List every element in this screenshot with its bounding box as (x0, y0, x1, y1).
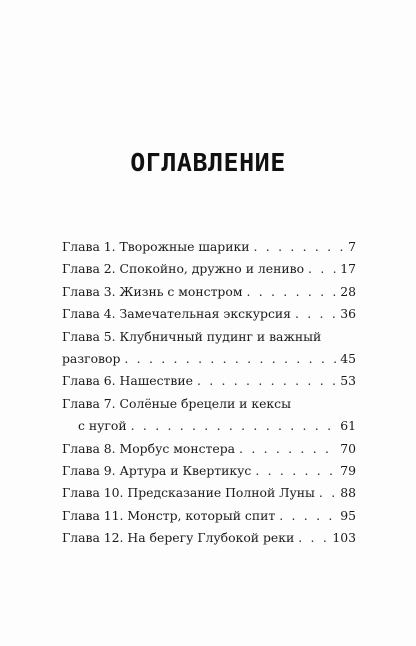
toc-leader (124, 348, 336, 370)
toc-page: 7 (348, 239, 356, 254)
toc-page: 28 (340, 283, 356, 299)
toc-title: Глава 7. Солёные брецели и кексы (62, 395, 291, 411)
toc-page: 70 (340, 440, 356, 456)
toc-title: Глава 5. Клубничный пудинг и важный (62, 328, 322, 344)
toc-entry-9[interactable] (62, 460, 356, 482)
toc-page: 36 (340, 306, 356, 322)
toc-page: 53 (340, 373, 356, 389)
toc-entry-3[interactable] (62, 281, 356, 303)
toc-leader (279, 505, 336, 527)
toc-leader (319, 482, 336, 504)
toc-title: Глава 1. Творожные шарики (62, 239, 250, 254)
toc-title: Глава 12. На берегу Глубокой реки (62, 530, 295, 546)
toc-leader (131, 415, 337, 437)
toc-leader (254, 236, 345, 258)
toc-title: Глава 8. Морбус монстера (62, 440, 236, 456)
toc-title: Глава 10. Предсказание Полной Луны (62, 485, 315, 501)
toc-leader (255, 460, 336, 482)
page-title: ОГЛАВЛЕНИЕ (130, 148, 286, 177)
toc-title: Глава 9. Артура и Квертикус (62, 463, 252, 479)
toc-leader (239, 438, 336, 460)
toc-page: 88 (340, 485, 356, 501)
toc-entry-5[interactable] (62, 326, 356, 371)
toc-leader (246, 281, 336, 303)
toc-leader (197, 370, 336, 392)
toc-page: 103 (332, 530, 356, 546)
toc-title: Глава 2. Спокойно, дружно и лениво (62, 261, 305, 277)
toc-entry-12[interactable] (62, 527, 356, 549)
toc-page: 79 (340, 463, 356, 479)
toc-entry-11[interactable] (62, 505, 356, 527)
toc-title: Глава 4. Замечательная экскурсия (62, 306, 291, 322)
toc-title: Глава 11. Монстр, который спит (62, 507, 276, 523)
toc-entry-7[interactable] (62, 393, 356, 438)
toc-leader (298, 527, 328, 549)
toc-title: Глава 3. Жизнь с монстром (62, 283, 243, 299)
toc-entry-6[interactable] (62, 370, 356, 392)
table-of-contents (62, 236, 356, 550)
toc-leader (308, 258, 336, 280)
toc-entry-10[interactable] (62, 482, 356, 504)
toc-title-continuation: с нугой (78, 418, 127, 434)
toc-entry-2[interactable] (62, 258, 356, 280)
toc-page: 45 (340, 351, 356, 367)
toc-entry-4[interactable] (62, 303, 356, 325)
toc-leader (295, 303, 336, 325)
toc-page: 61 (340, 418, 356, 434)
toc-title: Глава 6. Нашествие (62, 373, 193, 389)
toc-page: 95 (340, 507, 356, 523)
toc-entry-8[interactable] (62, 438, 356, 460)
toc-page: 17 (340, 261, 356, 277)
toc-title-continuation: разговор (62, 351, 121, 367)
toc-entry-1[interactable] (62, 236, 356, 258)
